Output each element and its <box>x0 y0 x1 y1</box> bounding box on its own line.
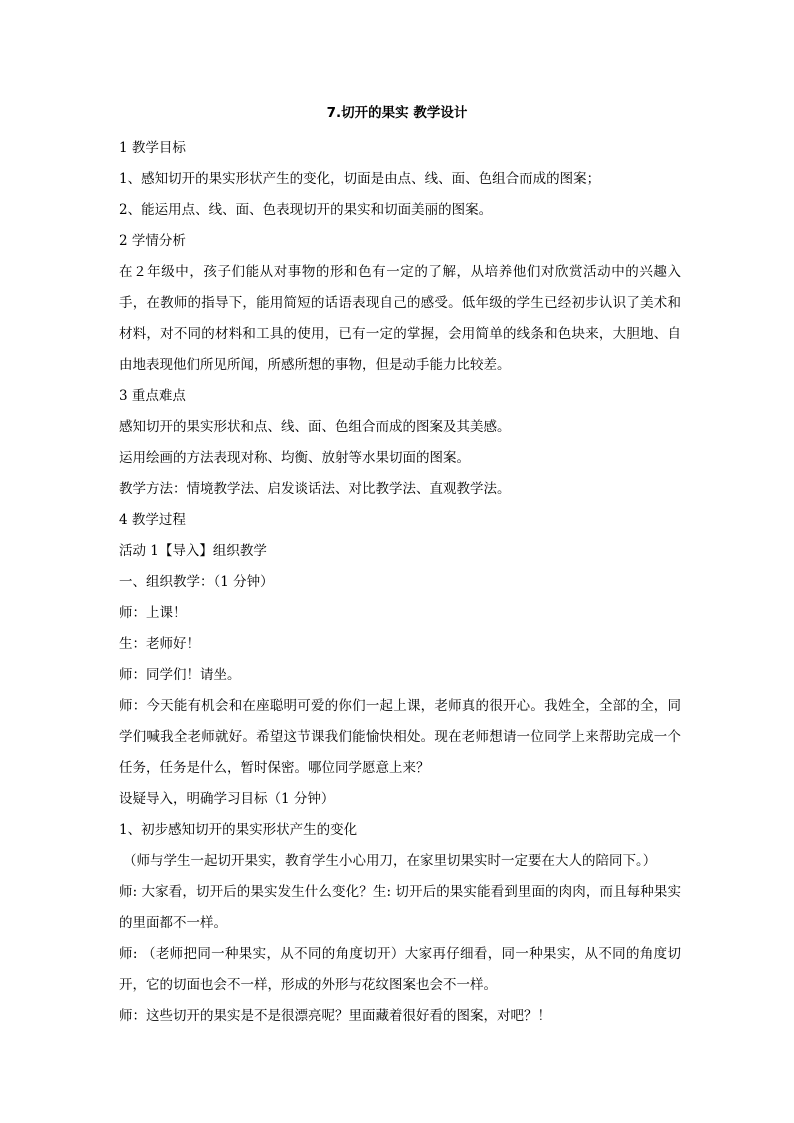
activity-heading: 活动 1【导入】组织教学 <box>119 543 267 559</box>
dialogue-paragraph: 师：今天能有机会和在座聪明可爱的你们一起上课，老师真的很开心。我姓全，全部的全，同学们喊我全老师就好。希望这节课我们能愉快相处。现在老师想请一位同学上来帮助完成一个任务，任务是什么，暂时保密。哪位同学愿意上来？ <box>119 698 681 776</box>
dialogue-line: 师：上课！ <box>119 605 187 621</box>
dialogue-paragraph: 师: 大家看，切开后的果实发生什么变化？生: 切开后的果实能看到里面的肉肉，而且每种果实的里面都不一样。 <box>119 884 681 931</box>
key-point-2: 运用绘画的方法表现对称、均衡、放射等水果切面的图案。 <box>119 450 470 466</box>
section-heading-objectives: 1 教学目标 <box>119 140 186 156</box>
dialogue-paragraph: 师: （老师把同一种果实，从不同的角度切开）大家再仔细看，同一种果实，从不同的角度切开，它的切面也会不一样，形成的外形与花纹图案也会不一样。 <box>119 946 681 993</box>
dialogue-line: 师：同学们！请坐。 <box>119 667 241 683</box>
teaching-methods: 教学方法：情境教学法、启发谈话法、对比教学法、直观教学法。 <box>119 481 511 497</box>
objective-item-1: 1、感知切开的果实形状产生的变化，切面是由点、线、面、色组合而成的图案； <box>119 171 601 187</box>
step-heading: 1、初步感知切开的果实形状产生的变化 <box>119 822 358 838</box>
document-body <box>119 133 681 1032</box>
teacher-note: （师与学生一起切开果实，教育学生小心用刀，在家里切果实时一定要在大人的陪同下。） <box>123 853 657 869</box>
section-heading-analysis: 2 学情分析 <box>119 233 186 249</box>
objective-item-2: 2、能运用点、线、面、色表现切开的果实和切面美丽的图案。 <box>119 202 493 218</box>
section-heading-key-points: 3 重点难点 <box>119 388 186 404</box>
dialogue-line: 生：老师好！ <box>119 636 200 652</box>
key-point-1: 感知切开的果实形状和点、线、面、色组合而成的图案及其美感。 <box>119 419 511 435</box>
document-title: 7.切开的果实 教学设计 <box>326 105 468 121</box>
organize-teaching-heading: 一、组织教学：（1 分钟） <box>119 574 274 590</box>
section-heading-process: 4 教学过程 <box>119 512 186 528</box>
analysis-paragraph: 在２年级中，孩子们能从对事物的形和色有一定的了解，从培养他们对欣赏活动中的兴趣入手，在教师的指导下，能用简短的话语表现自己的感受。低年级的学生已经初步认识了美术和材料，对不同的材料和工具的使用，已有一定的掌握，会用简单的线条和色块来，大胆地、自由地表现他们所见所闻，所感所想的事物，但是动手能力比较差。 <box>119 264 681 373</box>
introduction-heading: 设疑导入，明确学习目标（1 分钟） <box>119 791 335 807</box>
dialogue-line: 师：这些切开的果实是不是很漂亮呢？里面藏着很好看的图案，对吧？！ <box>119 1008 551 1024</box>
